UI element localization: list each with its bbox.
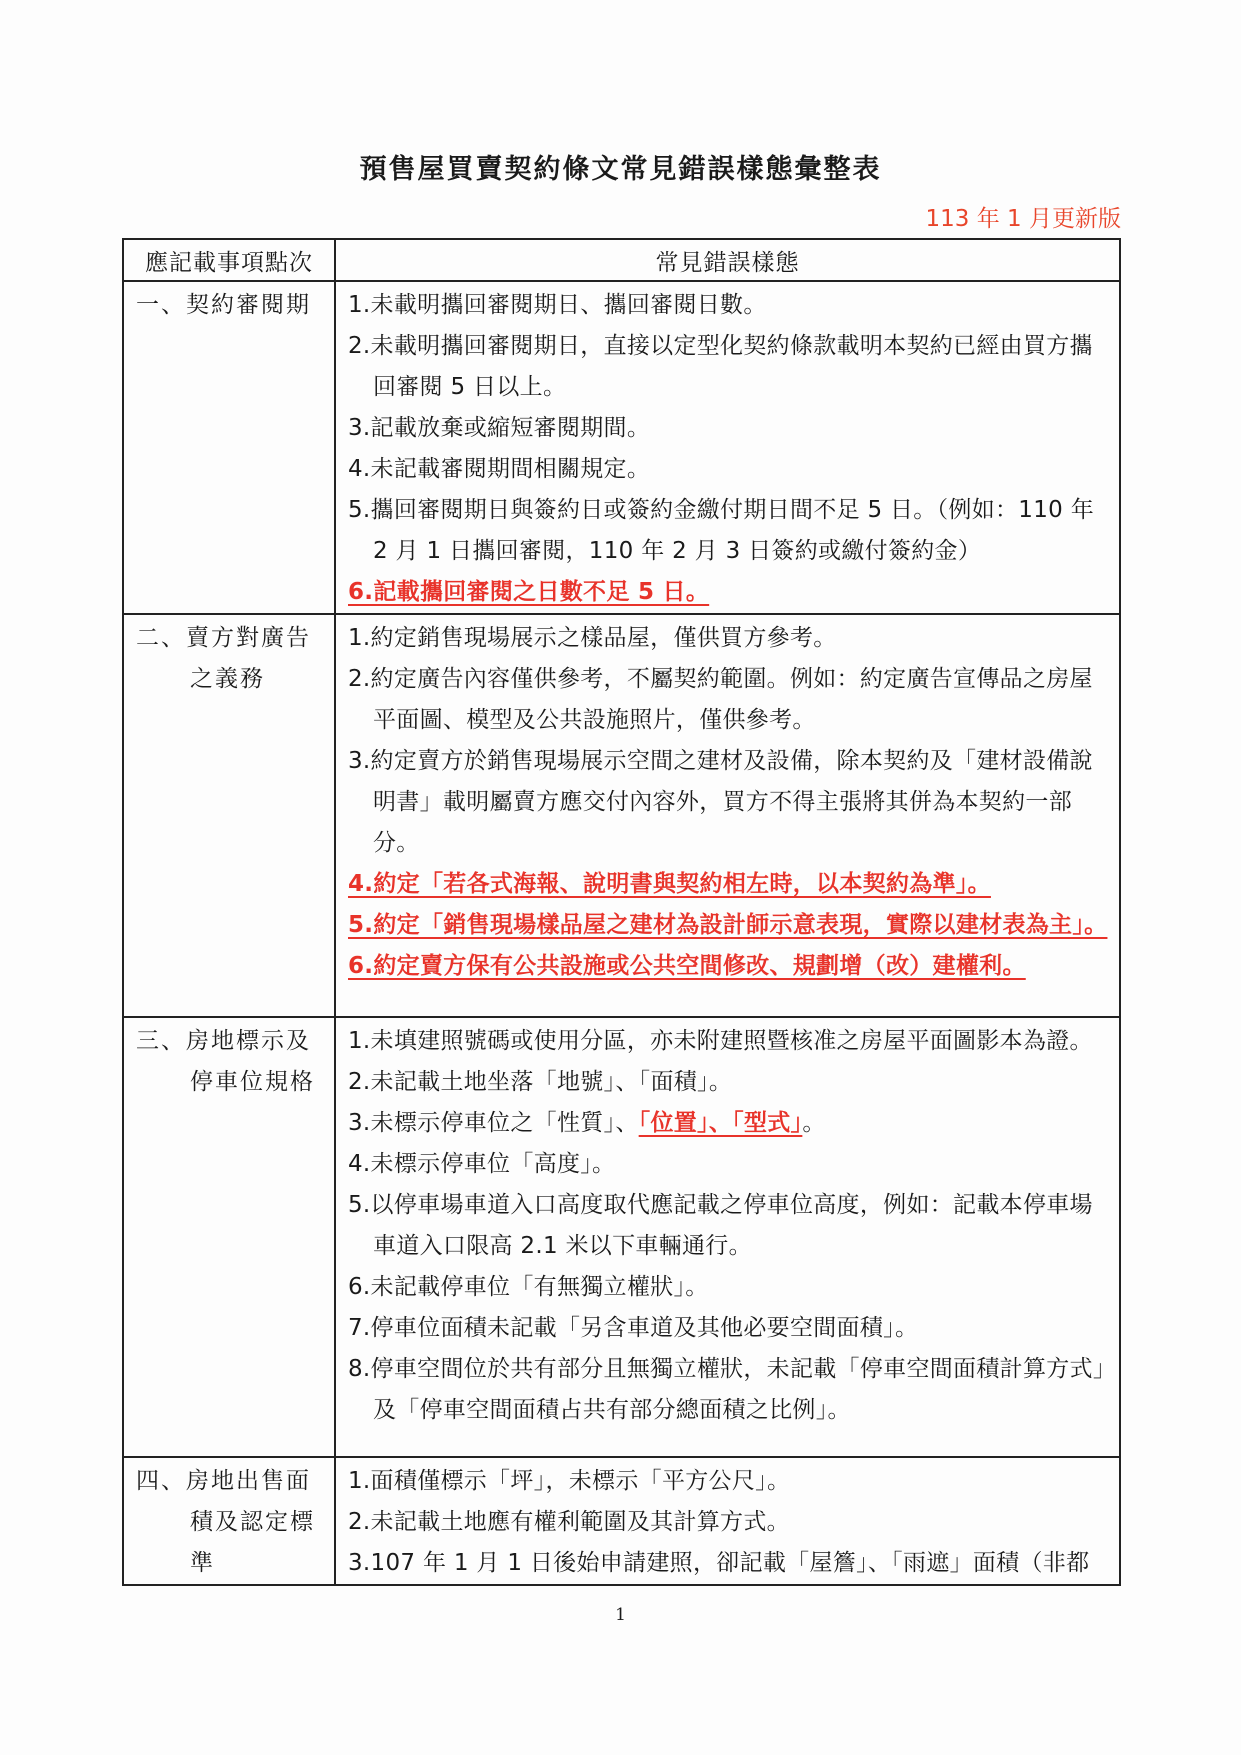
list-item: 1.約定銷售現場展示之樣品屋，僅供買方參考。 bbox=[348, 625, 837, 651]
list-item: 4.未記載審閱期間相關規定。 bbox=[348, 456, 651, 482]
table-row bbox=[123, 614, 1120, 1017]
highlighted-text: 6.記載攜回審閱之日數不足 5 日。 bbox=[348, 579, 710, 605]
table-row bbox=[123, 1457, 1120, 1585]
item-list bbox=[336, 1018, 1119, 1431]
document-title: 預售屋買賣契約條文常見錯誤樣態彙整表 bbox=[359, 154, 882, 185]
list-item: 1.面積僅標示「坪」，未標示「平方公尺」。 bbox=[348, 1468, 791, 1494]
section-label-line: 準 bbox=[190, 1550, 215, 1576]
item-list bbox=[336, 615, 1119, 987]
page-number: 1 bbox=[615, 1605, 626, 1625]
section-label-line: 一、契約審閱期 bbox=[136, 292, 311, 318]
list-item-text: 3.未標示停車位之「性質」、 bbox=[348, 1110, 639, 1136]
list-item bbox=[348, 1103, 1109, 1144]
error-pattern-table bbox=[122, 238, 1121, 1586]
list-item: 1.未載明攜回審閱期日、攜回審閱日數。 bbox=[348, 292, 767, 318]
highlighted-text: 6.約定賣方保有公共設施或公共空間修改、規劃增（改）建權利。 bbox=[348, 953, 1026, 979]
section-label-line: 四、房地出售面 bbox=[136, 1468, 311, 1494]
list-item-highlighted bbox=[348, 572, 1109, 613]
section-label bbox=[124, 615, 334, 700]
highlighted-text: 5.約定「銷售現場樣品屋之建材為設計師示意表現，實際以建材表為主」。 bbox=[348, 912, 1108, 938]
list-item-text: 。 bbox=[802, 1110, 826, 1136]
list-item-highlighted bbox=[348, 905, 1109, 946]
list-item-highlighted bbox=[348, 864, 1109, 905]
highlighted-text: 4.約定「若各式海報、說明書與契約相左時，以本契約為準」。 bbox=[348, 871, 991, 897]
list-item: 6.未記載停車位「有無獨立權狀」。 bbox=[348, 1274, 709, 1300]
item-list bbox=[336, 282, 1119, 613]
version-label: 113 年 1 月更新版 bbox=[925, 206, 1121, 232]
list-item: 5.攜回審閱期日與簽約日或簽約金繳付期日間不足 5 日。（例如：110 年 2 月 1 日攜回審閱，110 年 2 月 3 日簽約或繳付簽約金） bbox=[348, 497, 1095, 564]
list-item: 3.約定賣方於銷售現場展示空間之建材及設備，除本契約及「建材設備說明書」載明屬賣方應交付內容外，買方不得主張將其併為本契約一部分。 bbox=[348, 748, 1093, 856]
section-label-line: 二、賣方對廣告 bbox=[136, 625, 311, 651]
list-item: 4.未標示停車位「高度」。 bbox=[348, 1151, 616, 1177]
list-item: 3.記載放棄或縮短審閱期間。 bbox=[348, 415, 651, 441]
table-header-row bbox=[123, 239, 1120, 281]
table-row bbox=[123, 281, 1120, 614]
section-label-line: 之義務 bbox=[190, 666, 265, 692]
section-label bbox=[124, 1458, 334, 1584]
list-item: 2.約定廣告內容僅供參考，不屬契約範圍。例如：約定廣告宣傳品之房屋平面圖、模型及公共設施照片，僅供參考。 bbox=[348, 666, 1093, 733]
list-item: 2.未載明攜回審閱期日，直接以定型化契約條款載明本契約已經由買方攜回審閱 5 日以上。 bbox=[348, 333, 1093, 400]
column-header-errors: 常見錯誤樣態 bbox=[335, 239, 1120, 281]
list-item: 8.停車空間位於共有部分且無獨立權狀，未記載「停車空間面積計算方式」及「停車空間面積占共有部分總面積之比例」。 bbox=[348, 1356, 1105, 1423]
section-label-line: 三、房地標示及 bbox=[136, 1028, 311, 1054]
section-label bbox=[124, 1018, 334, 1103]
column-header-item: 應記載事項點次 bbox=[123, 239, 335, 281]
item-list bbox=[336, 1458, 1119, 1584]
list-item: 3.107 年 1 月 1 日後始申請建照，卻記載「屋簷」、「雨遮」面積（非都 bbox=[348, 1550, 1090, 1576]
section-label-line: 積及認定標 bbox=[190, 1509, 315, 1535]
list-item: 1.未填建照號碼或使用分區，亦未附建照暨核准之房屋平面圖影本為證。 bbox=[348, 1028, 1093, 1054]
highlighted-text: 「位置」、「型式」 bbox=[638, 1110, 803, 1136]
list-item: 2.未記載土地應有權利範圍及其計算方式。 bbox=[348, 1509, 790, 1535]
list-item: 7.停車位面積未記載「另含車道及其他必要空間面積」。 bbox=[348, 1315, 919, 1341]
list-item: 5.以停車場車道入口高度取代應記載之停車位高度，例如：記載本停車場車道入口限高 2.1 米以下車輛通行。 bbox=[348, 1192, 1093, 1259]
list-item-highlighted bbox=[348, 946, 1109, 987]
table-row bbox=[123, 1017, 1120, 1457]
list-item: 2.未記載土地坐落「地號」、「面積」。 bbox=[348, 1069, 733, 1095]
section-label-line: 停車位規格 bbox=[190, 1069, 315, 1095]
section-label bbox=[124, 282, 334, 326]
